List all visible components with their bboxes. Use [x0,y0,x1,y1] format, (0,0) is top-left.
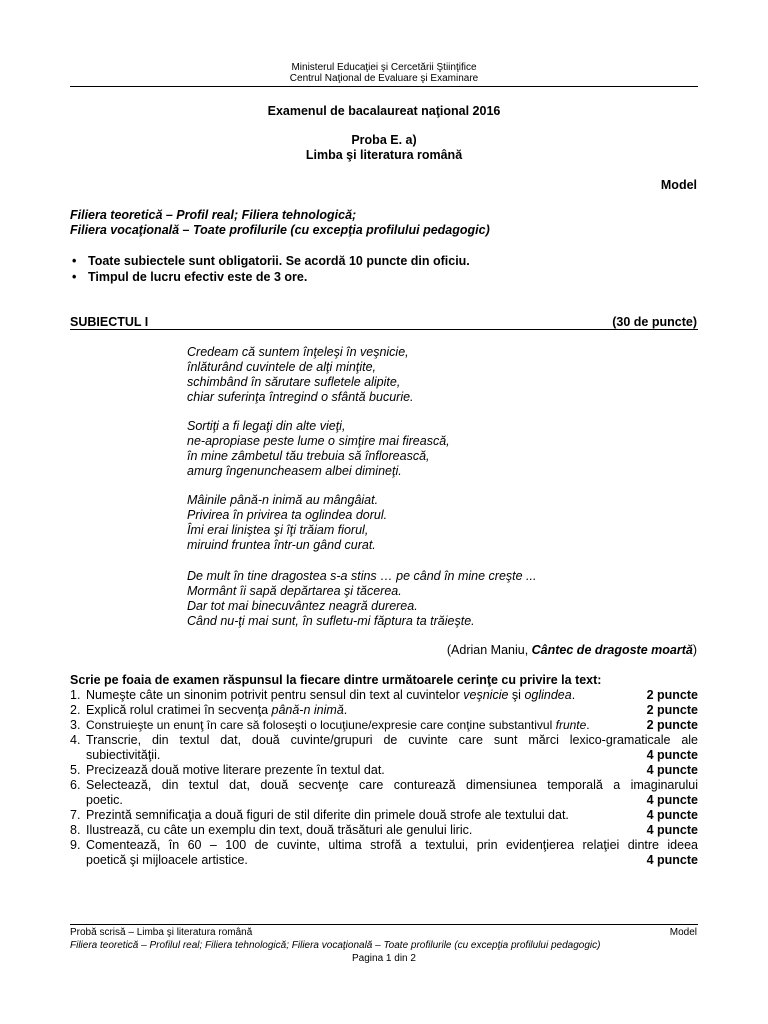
question-points: 4 puncte [646,748,698,762]
footer-model: Model [669,927,697,938]
poem-stanza-2 [187,419,450,479]
header-divider [70,86,698,87]
poem-line: înlăturând cuvintele de alţi minţite, [187,360,376,374]
proba-label: Proba E. a) [351,133,417,147]
poem-line: Credeam că suntem înţeleşi în veşnicie, [187,345,409,359]
poem-line: Îmi erai liniştea şi îţi trăiam fiorul, [187,523,369,537]
footer-divider [70,924,698,925]
poem-line: Privirea în privirea ta oglindea dorul. [187,508,388,522]
bullet-icon: • [72,254,77,268]
footer-filiera: Filiera teoretică – Profilul real; Filiera tehnologică; Filiera vocaţională – Toate profilurile (cu excepţia profilului pedagogic) [70,940,601,951]
poem-line: Când nu-ţi mai sunt, în sufletu-mi făptura ta trăieşte. [187,614,475,628]
attribution-close: ) [692,643,697,657]
exam-title: Examenul de bacalaureat naţional 2016 [267,104,501,118]
poem-attribution [447,643,697,658]
section-points: (30 de puncte) [612,315,697,329]
poem-line: amurg îngenuncheasem albei dimineţi. [187,464,402,478]
question-points: 2 puncte [646,688,698,702]
footer-left: Probă scrisă – Limba şi literatura română [70,927,253,938]
question-points: 4 puncte [646,823,698,837]
poem-stanza-1 [187,345,414,405]
attribution-author: (Adrian Maniu, [446,643,532,657]
question-points: 4 puncte [646,763,698,777]
poem-line: Dar tot mai binecuvântez neagră durerea. [187,599,418,613]
poem-line: ne-apropiase peste lume o simţire mai firească, [187,434,450,448]
model-label: Model [660,178,697,192]
bullet-icon: • [72,270,77,284]
question-points: 4 puncte [646,793,698,807]
poem-line: De mult în tine dragostea s-a stins … pe când în mine creşte ... [187,569,537,583]
page-number: Pagina 1 din 2 [352,953,416,964]
poem-line: schimbând în sărutare sufletele alipite, [187,375,401,389]
poem-stanza-3 [187,493,387,553]
poem-stanza-4 [187,569,536,629]
ministry-name: Ministerul Educaţiei şi Cercetării Ştiinţifice [291,62,477,73]
poem-line: Sortiţi a fi legaţi din alte vieţi, [187,419,346,433]
task-intro: Scrie pe foaia de examen răspunsul la fiecare dintre următoarele cerinţe cu privire la text: [70,673,602,687]
filiera-line-2: Filiera vocaţională – Toate profilurile (cu excepţia profilului pedagogic) [70,223,490,237]
section-title: SUBIECTUL I [70,315,149,329]
question-points: 4 puncte [646,808,698,822]
poem-line: chiar suferinţa întregind o sfântă bucurie. [187,390,414,404]
attribution-work: Cântec de dragoste moartă [531,643,693,657]
subject-title: Limba şi literatura română [305,148,463,162]
question-points: 2 puncte [646,703,698,717]
poem-line: miruind fruntea într-un gând curat. [187,538,376,552]
section-underline [70,329,698,330]
question-points: 2 puncte [646,718,698,732]
poem-line: Mâinile până-n inimă au mângâiat. [187,493,379,507]
filiera-line-1: Filiera teoretică – Profil real; Filiera tehnologică; [70,208,357,222]
exam-page: Ministerul Educaţiei şi Cercetării Ştiinţifice Centrul Naţional de Evaluare şi Examinare Examenul de bacalaureat naţional 2016 Proba E. a) Limba şi literatura română Model Filiera teoretică – Profil real; Filiera tehnologică; Filiera vocaţională – Toate profilurile (cu excepţia profilului pedagogic) • Toate subiectele sunt obligatorii. Se acordă 10 puncte din oficiu. • Timpul de lucru efectiv este de 3 ore. SUBIECTUL I (30 de puncte) Credeam că suntem înţeleşi în veşnicie, înlăturând cuvintele de alţi minţite, schimbând în sărutare sufletele alipite, chiar suferinţa întregind o sfântă bucurie. Sortiţi a fi legaţi din alte vieţi, ne-apropiase peste lume o simţire mai firească, în mine zâmbetul tău trebuia să înflorească, amurg îngenuncheasem albei dimineţi. Mâinile până-n inimă au mângâiat. Privirea în privirea ta oglindea dorul. Îmi erai liniştea şi îţi trăiam fiorul, miruind fruntea într-un gând curat. De mult în tine dragostea s-a stins … pe când în mine creşte ... Mormânt îi sapă depărtarea şi tăcerea. Dar tot mai binecuvântez neagră durerea. Când nu-ţi mai sunt, în sufletu-mi făptura ta trăieşte. (Adrian Maniu, Cântec de dragoste moartă) Scrie pe foaia de examen răspunsul la fiecare dintre următoarele cerinţe cu privire la text: 1. Numeşte câte un sinonim potrivit pentru sensul din text al cuvintelor veşnicie şi oglindea. 2 puncte 2. Explică rolul cratimei în secvenţa până-n inimă. 2 puncte 3. Construieşte un enunţ în care să foloseşti o locuţiune/expresie care conţine substantivul frunte. 2 puncte 4. Transcrie, din textul dat, două cuvinte/grupuri de cuvinte care sunt mărci lexico-gramaticale ale subiectivităţii. 4 puncte 5. Precizează două motive literare prezente în textul dat. 4 puncte 6. Selectează, din textul dat, două secvenţe care conturează dimensiunea temporală a imaginarului poetic. 4 puncte 7. Prezintă semnificaţia a două figuri de stil diferite din primele două strofe ale textului dat. 4 puncte 8. Ilustrează, cu câte un exemplu din text, două trăsături ale genului liric. 4 puncte 9. Comentează, în 60 – 100 de cuvinte, ultima strofă a textului, prin evidenţierea relaţiei dintre ideea poetică şi mijloacele artistice. 4 puncte Probă scrisă – Limba şi literatura română Model Filiera teoretică – Profilul real; Filiera tehnologică; Filiera vocaţională – Toate profilurile (cu excepţia profilului pedagogic) Pagina 1 din 2 [0,0,768,1024]
question-points: 4 puncte [646,853,698,867]
poem-line: în mine zâmbetul tău trebuia să înflorească, [187,449,430,463]
poem-line: Mormânt îi sapă depărtarea şi tăcerea. [187,584,402,598]
evaluation-center-name: Centrul Naţional de Evaluare şi Examinare [289,73,479,84]
